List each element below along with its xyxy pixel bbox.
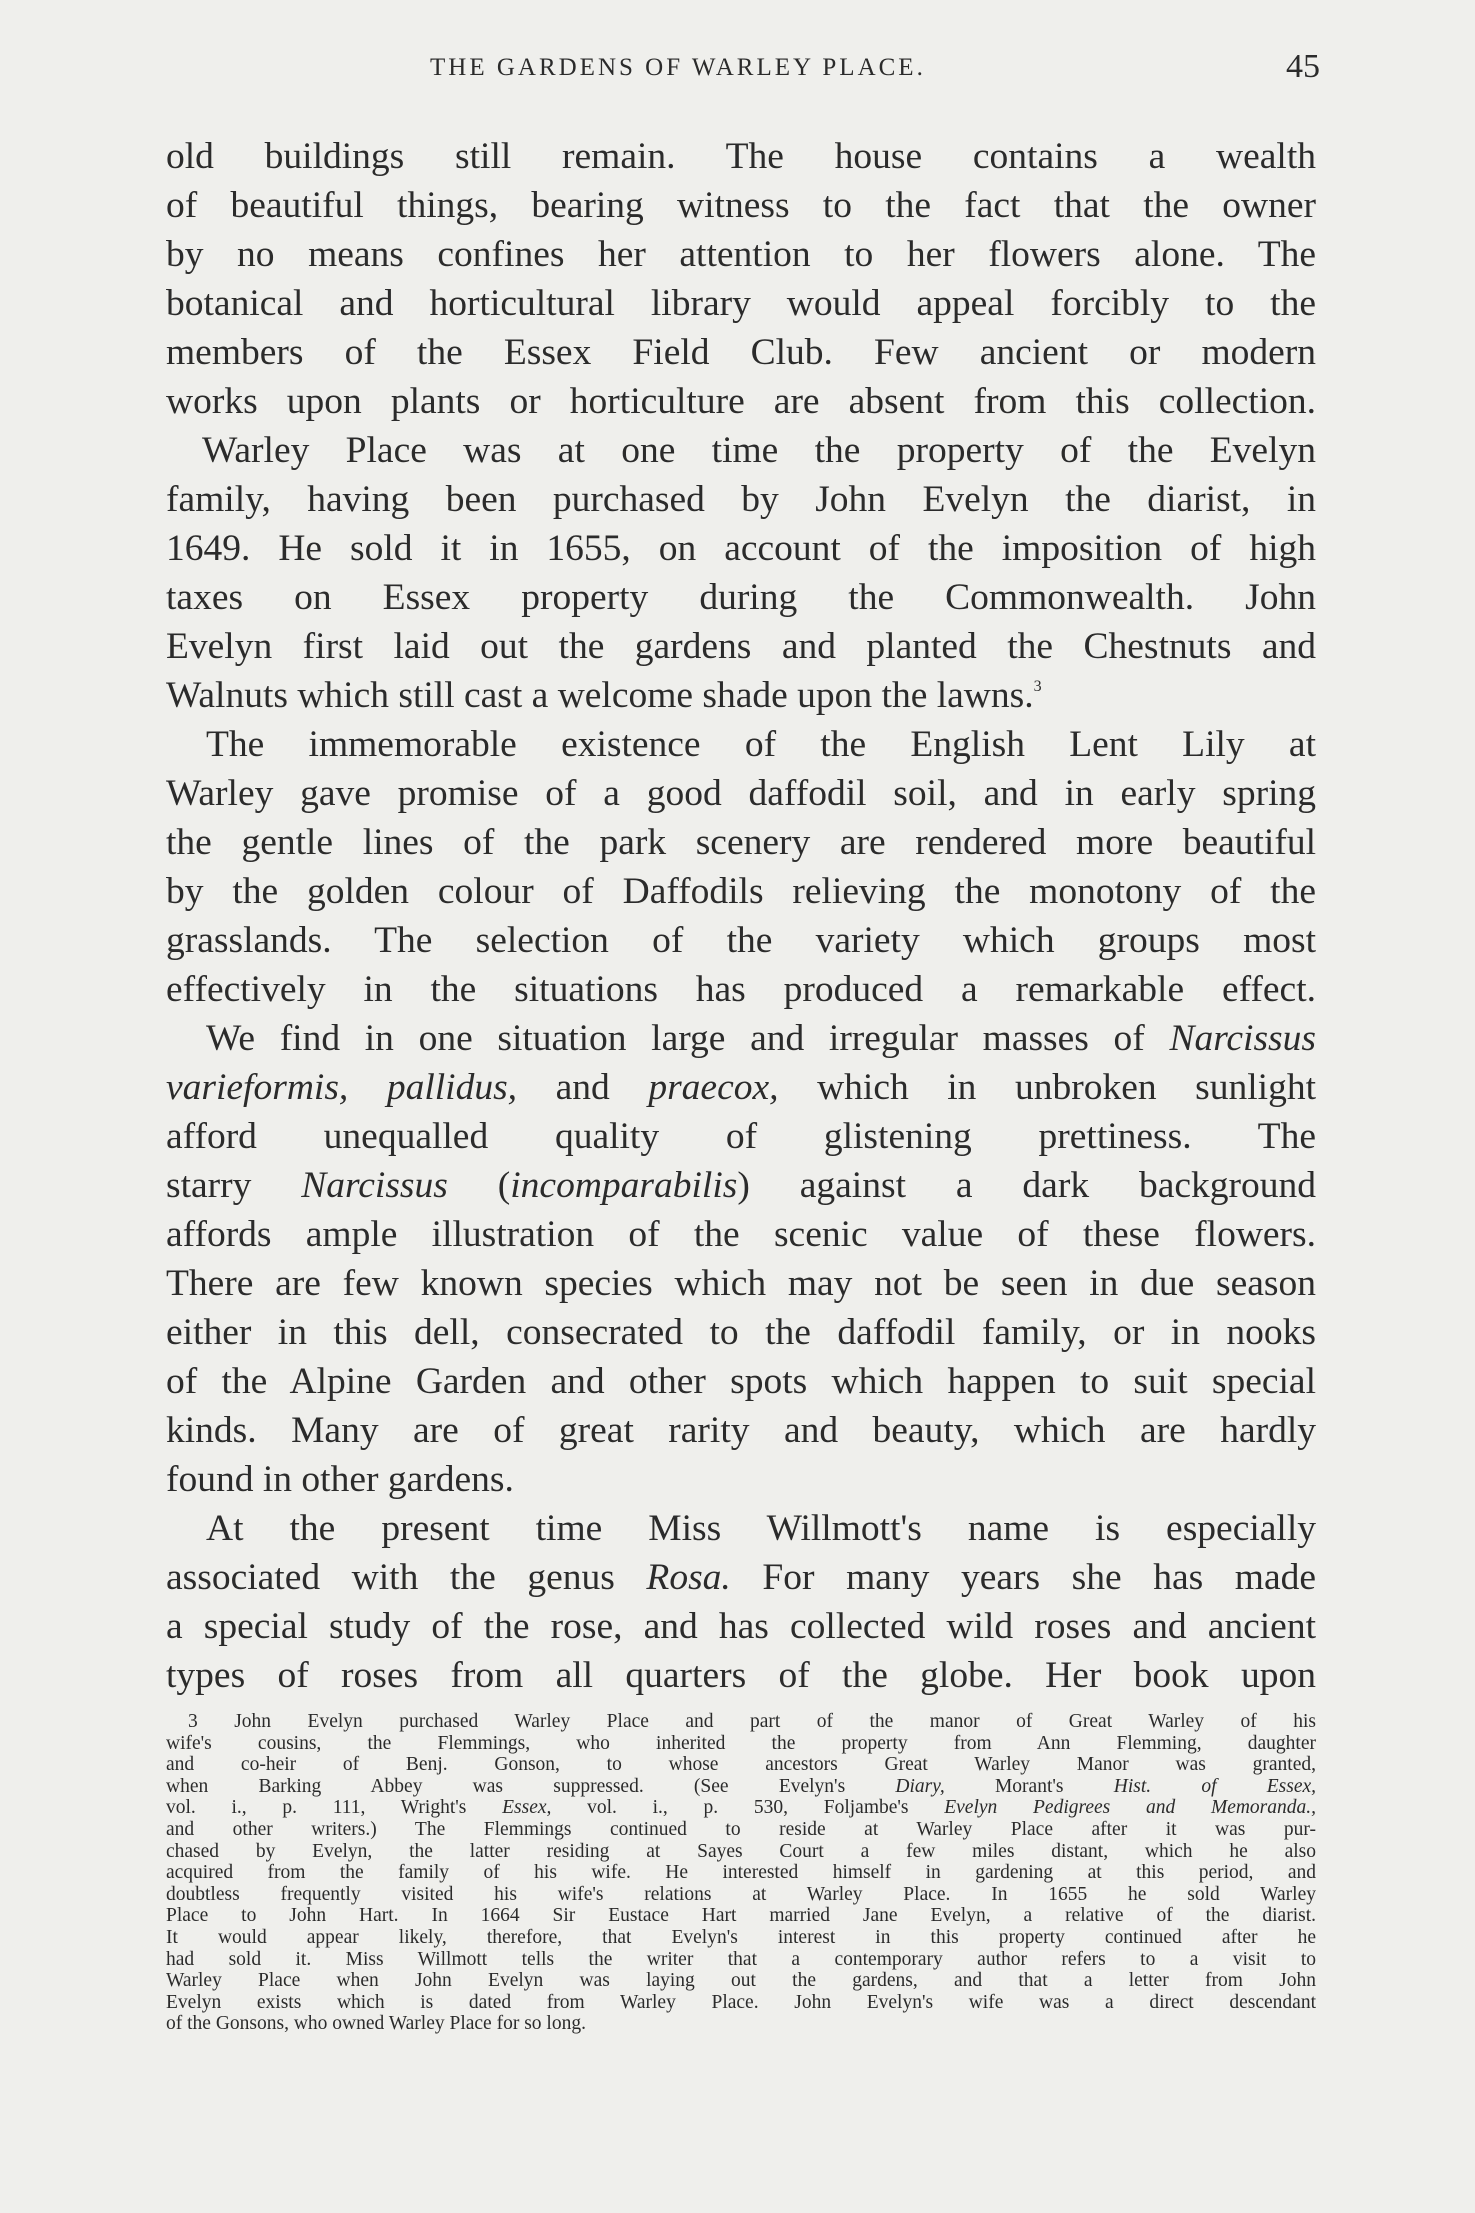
text-line: Warley Place was at one time the property of the Evelyn: [202, 430, 1316, 471]
text-segment: vol. i., p. 111, Wright's: [166, 1797, 467, 1819]
text-line: afford unequalled quality of glistening prettiness. The: [166, 1116, 1316, 1157]
text-segment: which in unbroken sunlight: [817, 1067, 1317, 1108]
text-segment: associated with the genus: [166, 1557, 615, 1598]
text-line: Evelyn first laid out the gardens and planted the Chestnuts and: [166, 626, 1316, 667]
text-segment: Walnuts which still cast a welcome shade upon the lawns.: [166, 675, 1034, 716]
footnote: [166, 1711, 1316, 2035]
text-segment: ): [737, 1165, 750, 1206]
text-segment: starry: [166, 1165, 252, 1206]
footnote-reference: 3: [1033, 678, 1042, 695]
text-line: [166, 1063, 1316, 1112]
italic-term: Narcissus: [1169, 1018, 1316, 1059]
italic-term: Rosa.: [646, 1557, 731, 1598]
text-line: old buildings still remain. The house contains a wealth: [166, 136, 1316, 177]
text-line: types of roses from all quarters of the globe. Her book upon: [166, 1655, 1316, 1696]
footnote-line: of the Gonsons, who owned Warley Place for so long.: [166, 2013, 586, 2035]
text-line: either in this dell, consecrated to the daffodil family, or in nooks: [166, 1312, 1316, 1353]
footnote-line: Warley Place when John Evelyn was laying out the gardens, and that a letter from John: [166, 1970, 1316, 1992]
footnote-line: Evelyn exists which is dated from Warley Place. John Evelyn's wife was a direct descendant: [166, 1991, 1316, 2013]
text-line: affords ample illustration of the scenic value of these flowers.: [166, 1214, 1316, 1255]
text-segment: We find in one situation large and irregular masses of: [206, 1018, 1145, 1059]
footnote-line: and co-heir of Benj. Gonson, to whose ancestors Great Warley Manor was granted,: [166, 1754, 1316, 1776]
footnote-line: chased by Evelyn, the latter residing at Sayes Court a few miles distant, which he also: [166, 1840, 1316, 1862]
text-line: family, having been purchased by John Evelyn the diarist, in: [166, 479, 1316, 520]
page-header: [160, 48, 1320, 98]
text-line: [166, 1553, 1316, 1602]
italic-term: varieformis, pallidus,: [166, 1067, 518, 1108]
text-line: found in other gardens.: [166, 1459, 514, 1500]
footnote-line: had sold it. Miss Willmott tells the writer that a contemporary author refers to a visit to: [166, 1948, 1316, 1970]
footnote-line: acquired from the family of his wife. He interested himself in gardening at this period, and: [166, 1862, 1316, 1884]
footnote-line: 3 John Evelyn purchased Warley Place and part of the manor of Great Warley of his: [188, 1711, 1316, 1732]
italic-term: praecox,: [648, 1067, 779, 1108]
text-line: There are few known species which may not be seen in due season: [166, 1263, 1316, 1304]
footnote-line: [166, 1776, 1316, 1798]
text-line: [166, 671, 1316, 720]
italic-term: incomparabilis: [510, 1165, 738, 1206]
text-line: grasslands. The selection of the variety which groups most: [166, 920, 1316, 961]
text-line: taxes on Essex property during the Commonwealth. John: [166, 577, 1316, 618]
text-line: members of the Essex Field Club. Few ancient or modern: [166, 332, 1316, 373]
text-segment: and: [555, 1067, 610, 1108]
text-line: The immemorable existence of the English Lent Lily at: [206, 724, 1316, 765]
text-line: by no means confines her attention to her flowers alone. The: [166, 234, 1316, 275]
footnote-line: doubtless frequently visited his wife's relations at Warley Place. In 1655 he sold Warley: [166, 1883, 1316, 1905]
text-segment: vol. i., p. 530, Foljambe's: [587, 1797, 909, 1819]
italic-term: Narcissus: [301, 1165, 448, 1206]
page-number: 45: [1286, 48, 1320, 85]
text-segment: (: [497, 1165, 511, 1206]
text-line: of the Alpine Garden and other spots which happen to suit special: [166, 1361, 1316, 1402]
text-segment: when Barking Abbey was suppressed. (See Evelyn's: [166, 1775, 846, 1797]
text-line: [166, 1161, 1316, 1210]
text-line: At the present time Miss Willmott's name is especially: [206, 1508, 1316, 1549]
text-line: 1649. He sold it in 1655, on account of the imposition of high: [166, 528, 1316, 569]
text-segment: [498, 1165, 750, 1206]
body-text: [166, 132, 1316, 1700]
text-line: [166, 1014, 1316, 1063]
text-segment: For many years she has made: [762, 1557, 1317, 1598]
footnote-line: and other writers.) The Flemmings continued to reside at Warley Place after it was pur-: [166, 1818, 1316, 1840]
text-segment: against a dark background: [799, 1165, 1316, 1206]
text-line: Warley gave promise of a good daffodil soil, and in early spring: [166, 773, 1316, 814]
footnote-line: It would appear likely, therefore, that Evelyn's interest in this property continued after he: [166, 1926, 1316, 1948]
italic-title: Diary,: [895, 1775, 945, 1797]
text-line: a special study of the rose, and has collected wild roses and ancient: [166, 1606, 1316, 1647]
text-line: kinds. Many are of great rarity and beauty, which are hardly: [166, 1410, 1316, 1451]
text-line: of beautiful things, bearing witness to the fact that the owner: [166, 185, 1316, 226]
running-head: THE GARDENS OF WARLEY PLACE.: [430, 54, 926, 81]
italic-title: Evelyn Pedigrees and Memoranda.,: [944, 1797, 1317, 1819]
italic-title: Hist. of Essex,: [1113, 1775, 1317, 1797]
italic-title: Essex,: [502, 1797, 552, 1819]
text-line: works upon plants or horticulture are absent from this collection.: [166, 381, 1316, 422]
text-segment: Morant's: [994, 1775, 1064, 1797]
text-line: effectively in the situations has produced a remarkable effect.: [166, 969, 1316, 1010]
text-line: by the golden colour of Daffodils relieving the monotony of the: [166, 871, 1316, 912]
footnote-line: [166, 1797, 1316, 1819]
text-line: botanical and horticultural library would appeal forcibly to the: [166, 283, 1316, 324]
footnote-line: Place to John Hart. In 1664 Sir Eustace Hart married Jane Evelyn, a relative of the diarist.: [166, 1905, 1316, 1927]
footnote-line: wife's cousins, the Flemmings, who inherited the property from Ann Flemming, daughter: [166, 1732, 1316, 1754]
text-line: the gentle lines of the park scenery are rendered more beautiful: [166, 822, 1316, 863]
